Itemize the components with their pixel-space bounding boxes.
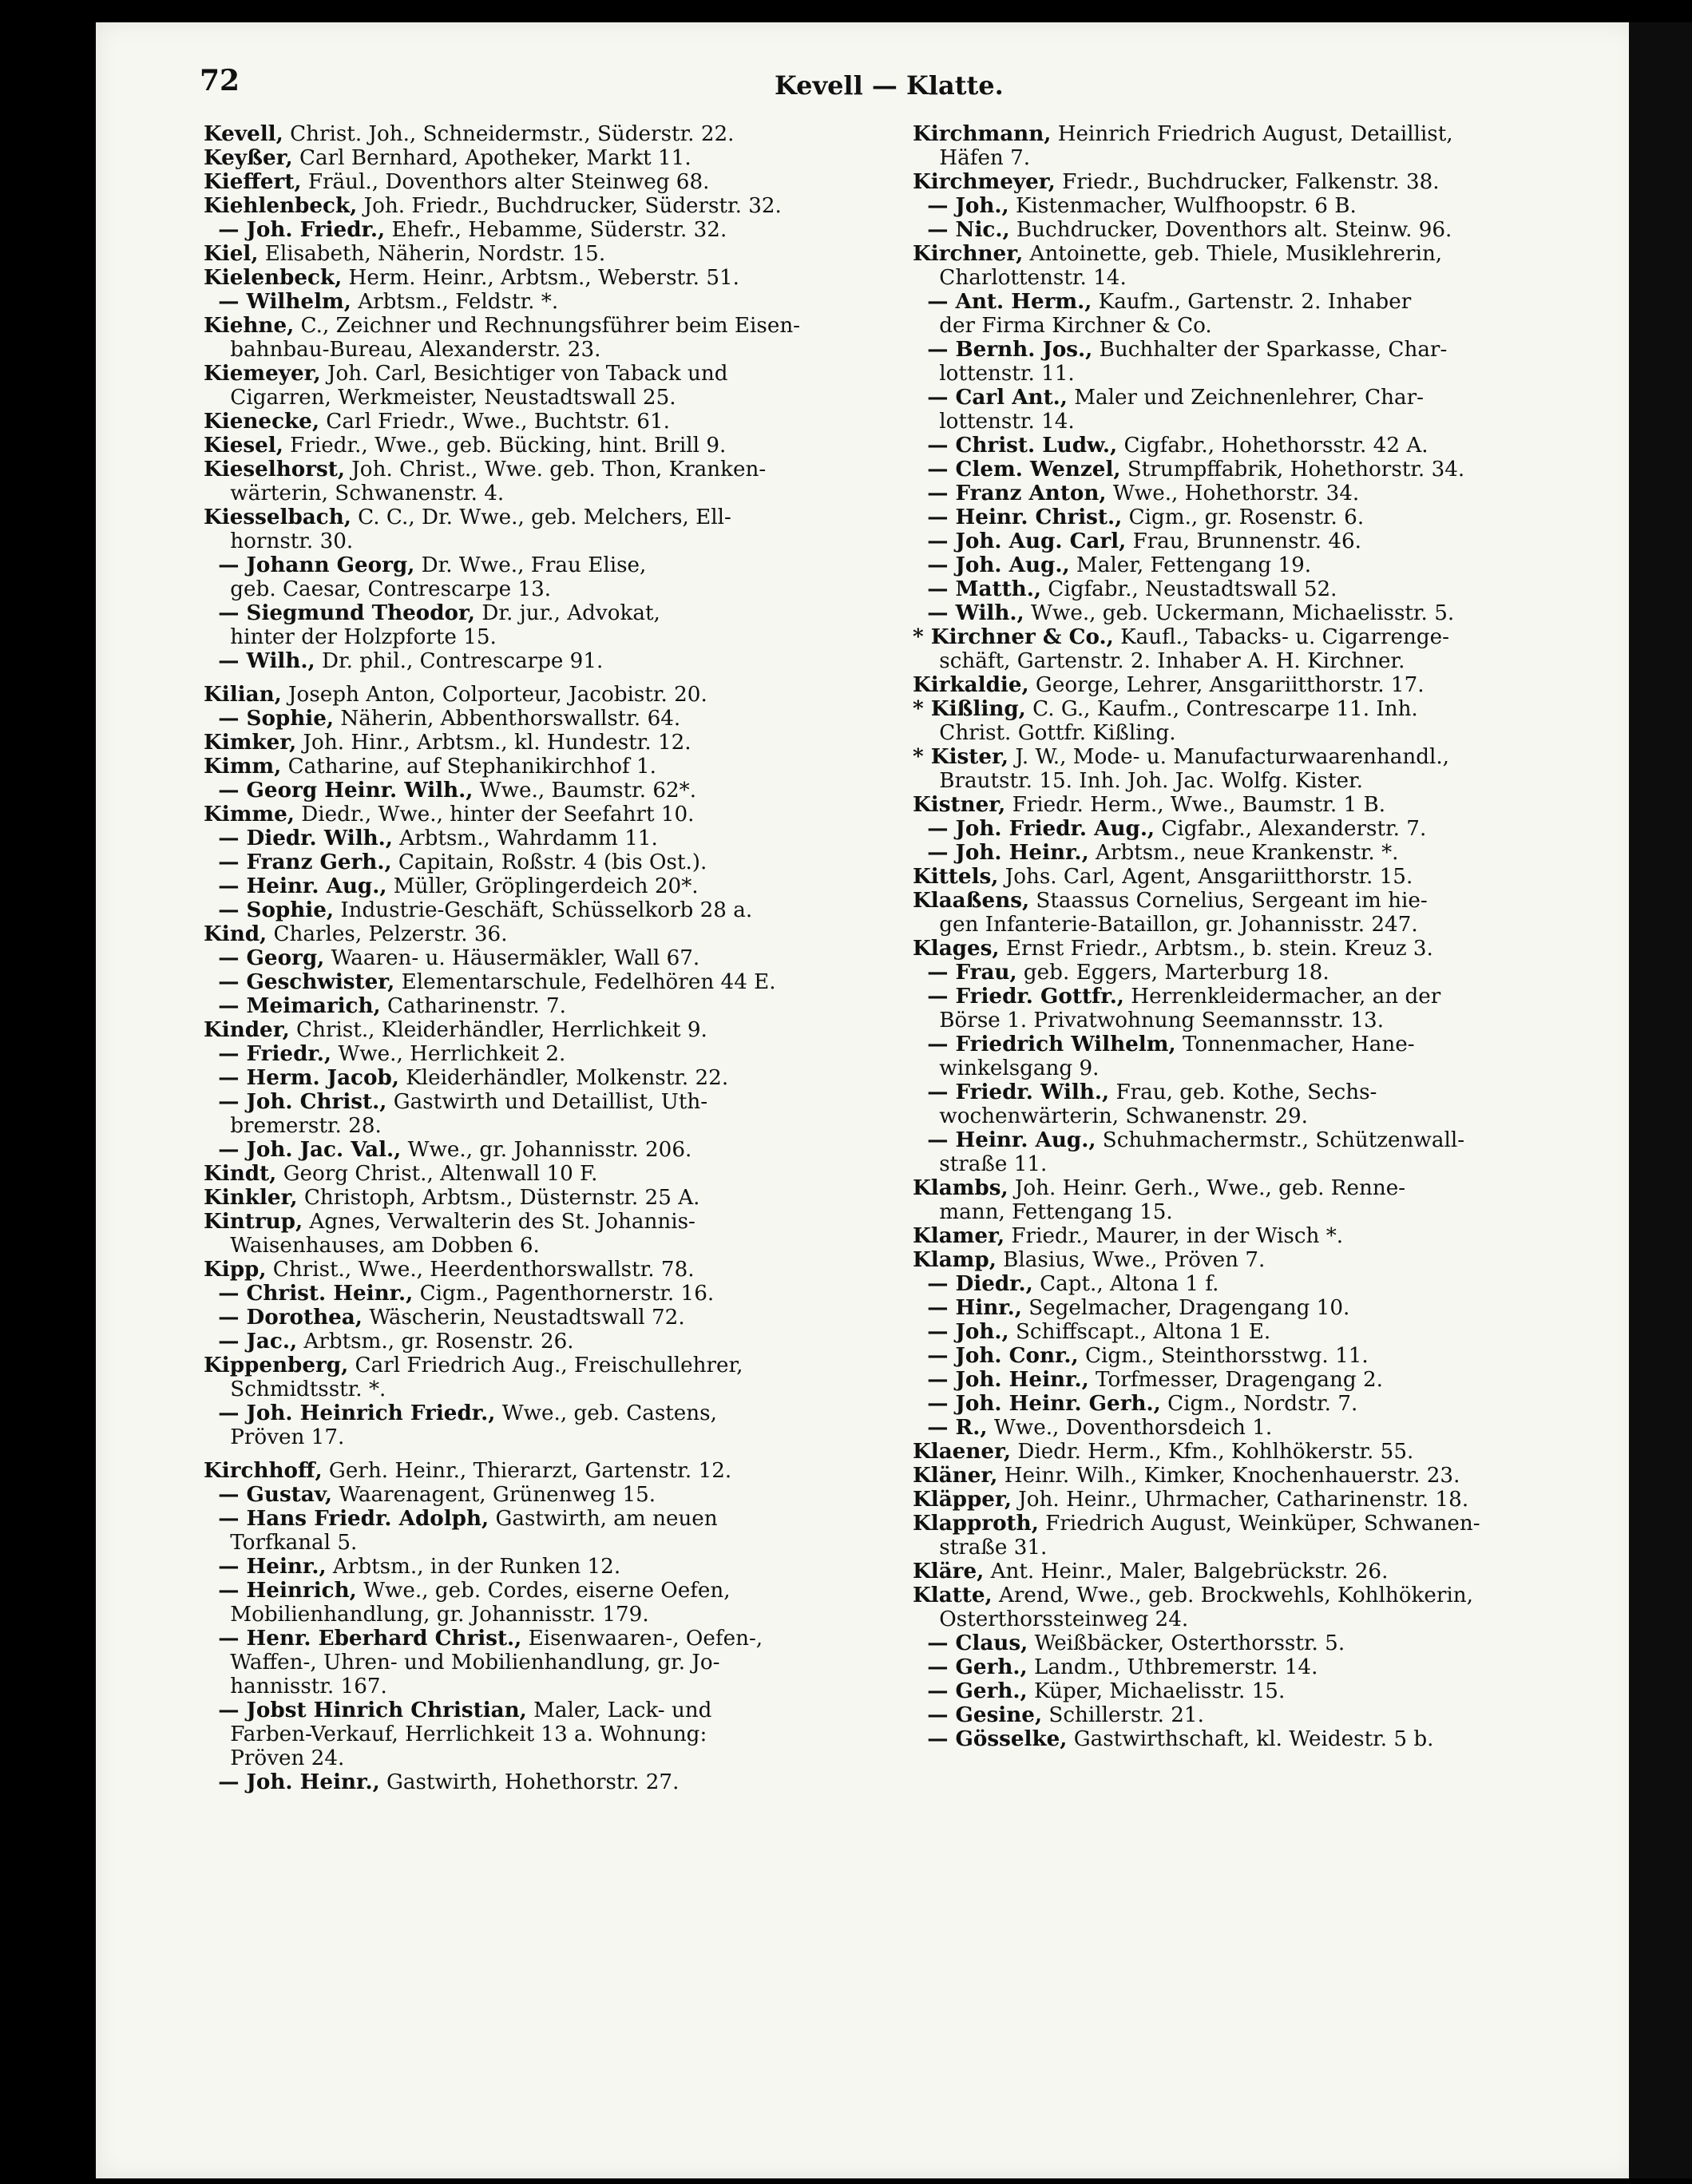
directory-entry-line: — Friedr. Wilh., Frau, geb. Kothe, Sechs- [913,1080,1377,1104]
directory-entry-line: Kind, Charles, Pelzerstr. 36. [204,922,508,946]
directory-entry-line: — Georg Heinr. Wilh., Wwe., Baumstr. 62*. [204,778,697,803]
directory-entry-line: bremerstr. 28. [204,1114,382,1138]
directory-entry-line: — Sophie, Näherin, Abbenthorswallstr. 64. [204,706,681,731]
directory-entry-line: — Jobst Hinrich Christian, Maler, Lack- und [204,1698,712,1722]
directory-entry-line: — Friedr., Wwe., Herrlichkeit 2. [204,1041,566,1066]
directory-entry-line: Kimme, Diedr., Wwe., hinter der Seefahrt 10. [204,802,695,826]
directory-entry-line: — Joh. Christ., Gastwirth und Detaillist, Uth- [204,1089,708,1114]
page-edge-shadow [1629,22,1692,2178]
directory-entry-line: — Ant. Herm., Kaufm., Gartenstr. 2. Inhaber [913,289,1412,314]
directory-entry-line: straße 31. [913,1536,1048,1560]
directory-entry-line: Börse 1. Privatwohnung Seemannsstr. 13. [913,1009,1385,1033]
directory-entry-line: Brautstr. 15. Inh. Joh. Jac. Wolfg. Kister. [913,769,1363,793]
directory-entry-line: bahnbau-Bureau, Alexanderstr. 23. [204,338,601,362]
directory-entry-line: Kippenberg, Carl Friedrich Aug., Freischullehrer, [204,1353,743,1377]
directory-entry-line [204,673,890,683]
directory-entry-line: * Kister, J. W., Mode- u. Manufacturwaarenhandl., [913,744,1449,769]
directory-entry-line: Klamer, Friedr., Maurer, in der Wisch *. [913,1223,1344,1248]
directory-entry-line: — Joh. Jac. Val., Wwe., gr. Johannisstr. 206. [204,1137,692,1162]
directory-entry-line: Kieffert, Fräul., Doventhors alter Steinweg 68. [204,169,710,194]
directory-entry-line: — Friedrich Wilhelm, Tonnenmacher, Hane- [913,1032,1415,1056]
directory-entry-line: — Carl Ant., Maler und Zeichnenlehrer, Char- [913,385,1424,410]
directory-entry-line: hannisstr. 167. [204,1675,387,1698]
directory-entry-line: Cigarren, Werkmeister, Neustadtswall 25. [204,386,676,410]
directory-entry-line: Kintrup, Agnes, Verwalterin des St. Johannis- [204,1209,695,1234]
directory-entry-line: — Wilhelm, Arbtsm., Feldstr. *. [204,289,559,314]
directory-entry-line: * Kißling, C. G., Kaufm., Contrescarpe 11. Inh. [913,696,1418,721]
directory-entry-line: — Bernh. Jos., Buchhalter der Sparkasse, Char- [913,337,1448,362]
right-column [913,122,1585,1751]
directory-entry-line: — Joh. Aug. Carl, Frau, Brunnenstr. 46. [913,529,1362,553]
directory-entry-line: — Christ. Heinr., Cigm., Pagenthornerstr. 16. [204,1281,715,1306]
directory-entry-line: Kirchner, Antoinette, geb. Thiele, Musiklehrerin, [913,241,1443,266]
directory-entry-line: — Heinr. Christ., Cigm., gr. Rosenstr. 6. [913,505,1365,529]
directory-entry-line: — Christ. Ludw., Cigfabr., Hohethorsstr. 42 A. [913,433,1428,458]
directory-entry-line: — Joh. Friedr., Ehefr., Hebamme, Süderstr. 32. [204,217,727,242]
directory-entry-line: Waffen-, Uhren- und Mobilienhandlung, gr. Jo- [204,1651,720,1675]
directory-entry-line: — Diedr., Capt., Altona 1 f. [913,1271,1219,1296]
directory-entry-line: — Heinr. Aug., Müller, Gröplingerdeich 20*. [204,874,699,898]
directory-entry-line: Kiesselbach, C. C., Dr. Wwe., geb. Melchers, Ell- [204,505,731,529]
directory-entry-line: — Wilh., Dr. phil., Contrescarpe 91. [204,648,604,673]
directory-entry-line: Klatte, Arend, Wwe., geb. Brockwehls, Kohlhökerin, [913,1583,1473,1607]
directory-entry-line: lottenstr. 11. [913,362,1075,386]
directory-entry-line: — Meimarich, Catharinenstr. 7. [204,993,567,1018]
directory-entry-line: — Henr. Eberhard Christ., Eisenwaaren-, Oefen-, [204,1626,763,1651]
directory-entry-line: — Joh. Heinr., Arbtsm., neue Krankenstr. *. [913,840,1399,865]
directory-entry-line: — Johann Georg, Dr. Wwe., Frau Elise, [204,553,647,577]
directory-entry-line: — Siegmund Theodor, Dr. jur., Advokat, [204,601,660,625]
left-column [204,122,890,1794]
directory-entry-line: Klambs, Joh. Heinr. Gerh., Wwe., geb. Renne- [913,1175,1406,1200]
directory-entry-line: — Franz Gerh., Capitain, Roßstr. 4 (bis Ost.). [204,850,707,874]
directory-entry-line: — Diedr. Wilh., Arbtsm., Wahrdamm 11. [204,826,658,850]
directory-entry-line: der Firma Kirchner & Co. [913,314,1212,338]
directory-entry-line: Christ. Gottfr. Kißling. [913,721,1176,745]
directory-entry-line: Kieselhorst, Joh. Christ., Wwe. geb. Thon, Kranken- [204,457,767,482]
directory-entry-line: wochenwärterin, Schwanenstr. 29. [913,1104,1308,1128]
directory-entry-line: Osterthorssteinweg 24. [913,1607,1189,1631]
directory-entry-line: Kimm, Catharine, auf Stephanikirchhof 1. [204,754,657,779]
directory-entry-line: Charlottenstr. 14. [913,266,1127,290]
directory-entry-line: Kiesel, Friedr., Wwe., geb. Bücking, hint. Brill 9. [204,433,727,458]
directory-entry-line: — Gesine, Schillerstr. 21. [913,1702,1204,1727]
directory-entry-line: Klapproth, Friedrich August, Weinküper, Schwanen- [913,1511,1480,1536]
directory-entry-line: schäft, Gartenstr. 2. Inhaber A. H. Kirchner. [913,649,1405,673]
directory-entry-line: Kinder, Christ., Kleiderhändler, Herrlichkeit 9. [204,1017,707,1042]
directory-entry-line: Kimker, Joh. Hinr., Arbtsm., kl. Hundestr. 12. [204,730,691,755]
directory-entry-line: — Joh. Heinrich Friedr., Wwe., geb. Castens, [204,1401,717,1425]
directory-entry-line: — Franz Anton, Wwe., Hohethorstr. 34. [913,481,1360,505]
directory-entry-line: Kinkler, Christoph, Arbtsm., Düsternstr. 25 A. [204,1185,700,1210]
directory-entry-line: — Gustav, Waarenagent, Grünenweg 15. [204,1482,656,1507]
directory-entry-line: Schmidtsstr. *. [204,1377,386,1401]
directory-entry-line: — Joh., Kistenmacher, Wulfhoopstr. 6 B. [913,193,1357,218]
directory-entry-line: winkelsgang 9. [913,1056,1100,1080]
directory-entry-line: Kirchmeyer, Friedr., Buchdrucker, Falkenstr. 38. [913,169,1440,194]
directory-entry-line: Häfen 7. [913,146,1031,170]
directory-entry-line: mann, Fettengang 15. [913,1200,1173,1224]
directory-entry-line: — Heinr. Aug., Schuhmachermstr., Schützenwall- [913,1128,1465,1152]
directory-entry-line: hornstr. 30. [204,529,354,553]
directory-entry-line: wärterin, Schwanenstr. 4. [204,482,505,505]
directory-entry-line: Pröven 17. [204,1425,345,1449]
directory-entry-line: Klaaßens, Staassus Cornelius, Sergeant im hie- [913,888,1428,913]
running-head: Kevell — Klatte. [775,70,1004,101]
directory-entry-line: — Joh. Friedr. Aug., Cigfabr., Alexanderstr. 7. [913,816,1427,841]
directory-entry-line: — Geschwister, Elementarschule, Fedelhören 44 E. [204,969,776,994]
directory-entry-line: — Dorothea, Wäscherin, Neustadtswall 72. [204,1305,685,1330]
directory-entry-line: Kipp, Christ., Wwe., Heerdenthorswallstr. 78. [204,1257,695,1282]
directory-entry-line: Kirkaldie, George, Lehrer, Ansgariitthorstr. 17. [913,672,1425,697]
directory-entry-line: lottenstr. 14. [913,410,1075,434]
directory-entry-line: — Hans Friedr. Adolph, Gastwirth, am neuen [204,1506,718,1531]
directory-entry-line: — Friedr. Gottfr., Herrenkleidermacher, an der [913,984,1441,1009]
directory-entry-line: Kindt, Georg Christ., Altenwall 10 F. [204,1161,598,1186]
directory-entry-line: — Sophie, Industrie-Geschäft, Schüsselkorb 28 a. [204,898,753,922]
directory-entry-line: Kiehlenbeck, Joh. Friedr., Buchdrucker, Süderstr. 32. [204,193,782,218]
directory-entry-line: — Joh. Aug., Maler, Fettengang 19. [913,553,1312,577]
directory-entry-line: Klamp, Blasius, Wwe., Pröven 7. [913,1247,1266,1272]
directory-entry-line: Kläre, Ant. Heinr., Maler, Balgebrückstr. 26. [913,1559,1389,1583]
directory-entry-line: geb. Caesar, Contrescarpe 13. [204,577,552,601]
directory-entry-line: Kirchmann, Heinrich Friedrich August, Detaillist, [913,121,1453,146]
directory-entry-line: Kienecke, Carl Friedr., Wwe., Buchtstr. 61. [204,409,670,434]
directory-entry-line: — Heinr., Arbtsm., in der Runken 12. [204,1554,621,1579]
directory-entry-line: Torfkanal 5. [204,1531,358,1555]
directory-entry-line: Kiehne, C., Zeichner und Rechnungsführer beim Eisen- [204,313,801,338]
directory-entry-line: Kittels, Johs. Carl, Agent, Ansgariitthorstr. 15. [913,864,1413,889]
directory-entry-line: Kläner, Heinr. Wilh., Kimker, Knochenhauerstr. 23. [913,1463,1460,1488]
directory-entry-line: — Frau, geb. Eggers, Marterburg 18. [913,960,1329,985]
directory-entry-line: Pröven 24. [204,1746,345,1770]
directory-entry-line: — Georg, Waaren- u. Häusermäkler, Wall 67. [204,945,700,970]
directory-entry-line: Kirchhoff, Gerh. Heinr., Thierarzt, Gartenstr. 12. [204,1458,732,1483]
directory-entry-line: Kiel, Elisabeth, Näherin, Nordstr. 15. [204,241,606,266]
directory-entry-line: — Gerh., Landm., Uthbremerstr. 14. [913,1655,1318,1679]
directory-entry-line: — Gerh., Küper, Michaelisstr. 15. [913,1679,1286,1703]
directory-entry-line: — Hinr., Segelmacher, Dragengang 10. [913,1295,1350,1320]
directory-entry-line: Kielenbeck, Herm. Heinr., Arbtsm., Weberstr. 51. [204,265,739,290]
directory-entry-line: — Clem. Wenzel, Strumpffabrik, Hohethorstr. 34. [913,457,1465,482]
directory-entry-line: — Joh., Schiffscapt., Altona 1 E. [913,1319,1271,1344]
directory-entry-line: gen Infanterie-Bataillon, gr. Johannisstr. 247. [913,913,1418,937]
directory-entry-line: — Nic., Buchdrucker, Doventhors alt. Steinw. 96. [913,217,1452,242]
directory-entry-line: — Herm. Jacob, Kleiderhändler, Molkenstr. 22. [204,1065,729,1090]
directory-entry-line: Kistner, Friedr. Herm., Wwe., Baumstr. 1 B. [913,792,1386,817]
directory-entry-line: hinter der Holzpforte 15. [204,625,497,649]
directory-entry-line: Klaener, Diedr. Herm., Kfm., Kohlhökerstr. 55. [913,1439,1414,1464]
directory-entry-line: — Jac., Arbtsm., gr. Rosenstr. 26. [204,1329,574,1354]
directory-entry-line: Kevell, Christ. Joh., Schneidermstr., Süderstr. 22. [204,121,735,146]
page-number: 72 [200,64,240,97]
directory-entry-line: — Claus, Weißbäcker, Osterthorsstr. 5. [913,1631,1345,1655]
directory-entry-line: Keyßer, Carl Bernhard, Apotheker, Markt 11. [204,145,691,170]
directory-entry-line: Kilian, Joseph Anton, Colporteur, Jacobistr. 20. [204,682,707,707]
directory-entry-line: — Joh. Heinr., Torfmesser, Dragengang 2. [913,1367,1383,1392]
directory-entry-line: — Wilh., Wwe., geb. Uckermann, Michaelisstr. 5. [913,601,1455,625]
directory-entry-line: — Joh. Heinr. Gerh., Cigm., Nordstr. 7. [913,1391,1358,1416]
directory-entry-line: Kiemeyer, Joh. Carl, Besichtiger von Taback und [204,361,728,386]
directory-entry-line: — Heinrich, Wwe., geb. Cordes, eiserne Oefen, [204,1578,731,1603]
directory-entry-line: — Joh. Heinr., Gastwirth, Hohethorstr. 27. [204,1770,680,1794]
directory-entry-line: Mobilienhandlung, gr. Johannisstr. 179. [204,1603,649,1627]
directory-entry-line: * Kirchner & Co., Kaufl., Tabacks- u. Cigarrenge- [913,624,1449,649]
directory-entry-line: Farben-Verkauf, Herrlichkeit 13 a. Wohnung: [204,1722,707,1746]
directory-entry-line: Klages, Ernst Friedr., Arbtsm., b. stein. Kreuz 3. [913,936,1433,961]
directory-entry-line: Waisenhauses, am Dobben 6. [204,1234,540,1258]
directory-entry-line: — Joh. Conr., Cigm., Steinthorsstwg. 11. [913,1343,1369,1368]
directory-entry-line: straße 11. [913,1152,1048,1176]
directory-entry-line: — R., Wwe., Doventhorsdeich 1. [913,1415,1273,1440]
directory-entry-line: — Gösselke, Gastwirthschaft, kl. Weidestr. 5 b. [913,1726,1434,1751]
directory-entry-line: Kläpper, Joh. Heinr., Uhrmacher, Catharinenstr. 18. [913,1487,1469,1512]
directory-entry-line: — Matth., Cigfabr., Neustadtswall 52. [913,577,1337,601]
